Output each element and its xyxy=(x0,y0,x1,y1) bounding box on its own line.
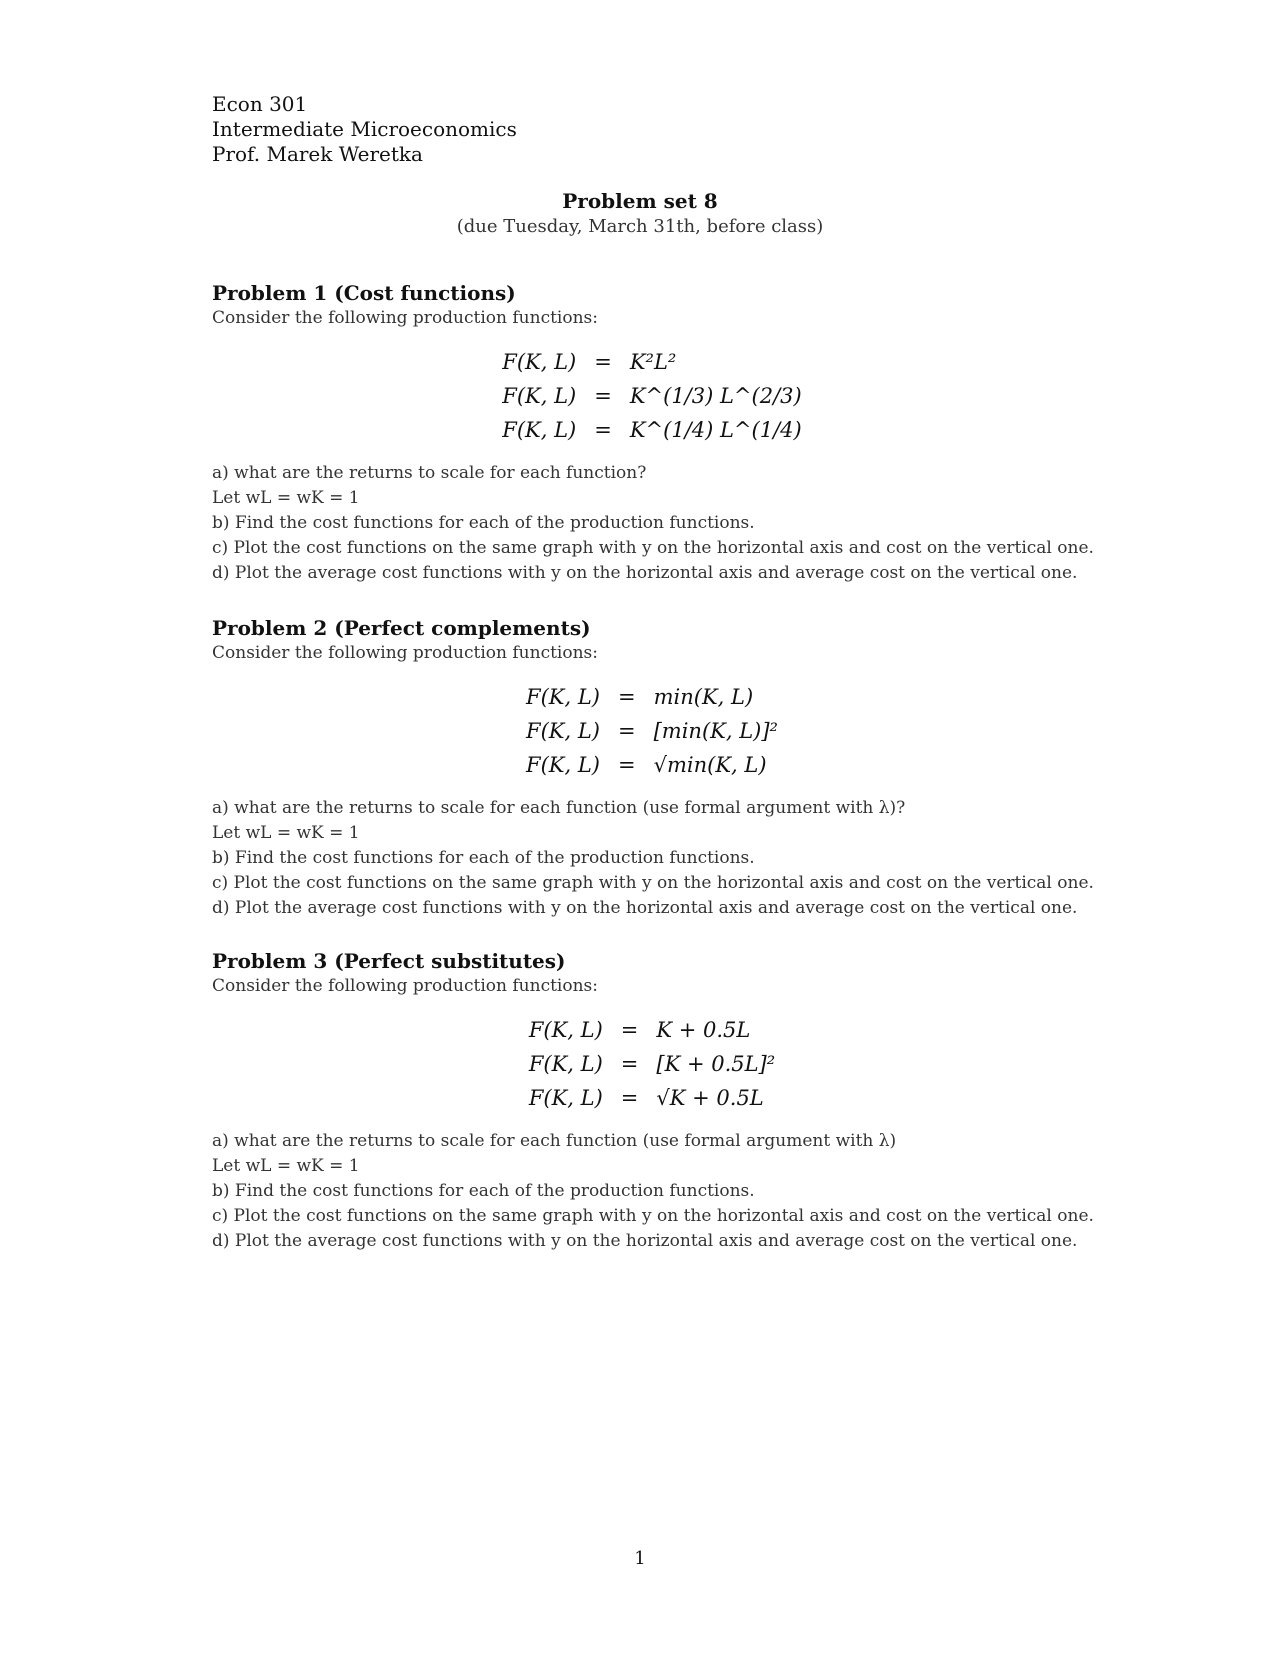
equation-block xyxy=(502,345,801,447)
equation-rhs: min(K, L) xyxy=(653,685,754,709)
equation-lhs: F(K, L) xyxy=(526,685,600,709)
equation-row xyxy=(526,714,778,748)
equation-block xyxy=(529,1013,775,1115)
page-number: 1 xyxy=(634,1548,646,1569)
problem-intro: Consider the following production functions: xyxy=(212,643,598,663)
equation-lhs: F(K, L) xyxy=(528,1018,603,1042)
question-part-b: b) Find the cost functions for each of the production functions. xyxy=(212,848,755,868)
professor-name: Prof. Marek Weretka xyxy=(212,142,423,166)
wage-assumption: Let wL = wK = 1 xyxy=(212,1156,360,1176)
equation-lhs: F(K, L) xyxy=(526,753,600,777)
question-part-d: d) Plot the average cost functions with y on the horizontal axis and average cost on the vertical one. xyxy=(212,563,1078,583)
equals-sign: = xyxy=(618,719,636,743)
equation-row xyxy=(502,345,801,379)
problem-1 xyxy=(212,280,1092,586)
equation-rhs: K^(1/3) L^(2/3) xyxy=(629,384,802,408)
problem-2 xyxy=(212,615,1092,921)
problem-3 xyxy=(212,948,1092,1254)
course-title: Intermediate Microeconomics xyxy=(212,117,517,141)
title-block xyxy=(0,188,1280,240)
question-part-b: b) Find the cost functions for each of the production functions. xyxy=(212,1181,755,1201)
equation-row xyxy=(502,379,801,413)
question-part-a: a) what are the returns to scale for each function (use formal argument with λ)? xyxy=(212,798,906,818)
question-part-c: c) Plot the cost functions on the same graph with y on the horizontal axis and cost on the vertical one. xyxy=(212,873,1094,893)
equation-rhs: √min(K, L) xyxy=(653,753,767,777)
equals-sign: = xyxy=(594,350,612,374)
due-date: (due Tuesday, March 31th, before class) xyxy=(456,216,824,237)
equation-rhs: [min(K, L)]² xyxy=(653,719,778,743)
problem-heading: Problem 3 (Perfect substitutes) xyxy=(212,949,566,973)
equals-sign: = xyxy=(594,418,612,442)
equation-lhs: F(K, L) xyxy=(502,418,577,442)
equation-lhs: F(K, L) xyxy=(526,719,600,743)
question-parts xyxy=(212,461,1092,586)
equals-sign: = xyxy=(618,753,636,777)
wage-assumption: Let wL = wK = 1 xyxy=(212,823,360,843)
problem-heading: Problem 2 (Perfect complements) xyxy=(212,616,591,640)
equals-sign: = xyxy=(618,685,636,709)
question-part-d: d) Plot the average cost functions with y on the horizontal axis and average cost on the vertical one. xyxy=(212,898,1078,918)
question-part-c: c) Plot the cost functions on the same graph with y on the horizontal axis and cost on the vertical one. xyxy=(212,1206,1094,1226)
equation-row xyxy=(529,1081,775,1115)
equation-row xyxy=(529,1013,775,1047)
question-part-a: a) what are the returns to scale for each function (use formal argument with λ) xyxy=(212,1131,897,1151)
question-parts xyxy=(212,796,1092,921)
equation-rhs: √K + 0.5L xyxy=(656,1086,764,1110)
equation-rhs: K²L² xyxy=(629,350,677,374)
equation-row xyxy=(526,748,778,782)
equals-sign: = xyxy=(594,384,612,408)
equation-lhs: F(K, L) xyxy=(528,1052,603,1076)
equation-lhs: F(K, L) xyxy=(528,1086,603,1110)
course-number: Econ 301 xyxy=(212,92,308,116)
equals-sign: = xyxy=(620,1086,639,1110)
problem-set-title: Problem set 8 xyxy=(562,189,718,213)
equation-rhs: K + 0.5L xyxy=(656,1018,751,1042)
equation-block xyxy=(526,680,778,782)
problem-intro: Consider the following production functions: xyxy=(212,308,598,328)
equation-lhs: F(K, L) xyxy=(502,350,577,374)
equation-lhs: F(K, L) xyxy=(502,384,577,408)
question-parts xyxy=(212,1129,1092,1254)
wage-assumption: Let wL = wK = 1 xyxy=(212,488,360,508)
course-header xyxy=(212,92,517,167)
equals-sign: = xyxy=(620,1018,639,1042)
equals-sign: = xyxy=(620,1052,639,1076)
problem-intro: Consider the following production functions: xyxy=(212,976,598,996)
equation-row xyxy=(502,413,801,447)
question-part-c: c) Plot the cost functions on the same graph with y on the horizontal axis and cost on the vertical one. xyxy=(212,538,1094,558)
question-part-b: b) Find the cost functions for each of the production functions. xyxy=(212,513,755,533)
question-part-a: a) what are the returns to scale for each function? xyxy=(212,463,647,483)
equation-row xyxy=(529,1047,775,1081)
question-part-d: d) Plot the average cost functions with y on the horizontal axis and average cost on the vertical one. xyxy=(212,1231,1078,1251)
equation-rhs: K^(1/4) L^(1/4) xyxy=(629,418,802,442)
equation-row xyxy=(526,680,778,714)
equation-rhs: [K + 0.5L]² xyxy=(656,1052,776,1076)
problem-heading: Problem 1 (Cost functions) xyxy=(212,281,516,305)
